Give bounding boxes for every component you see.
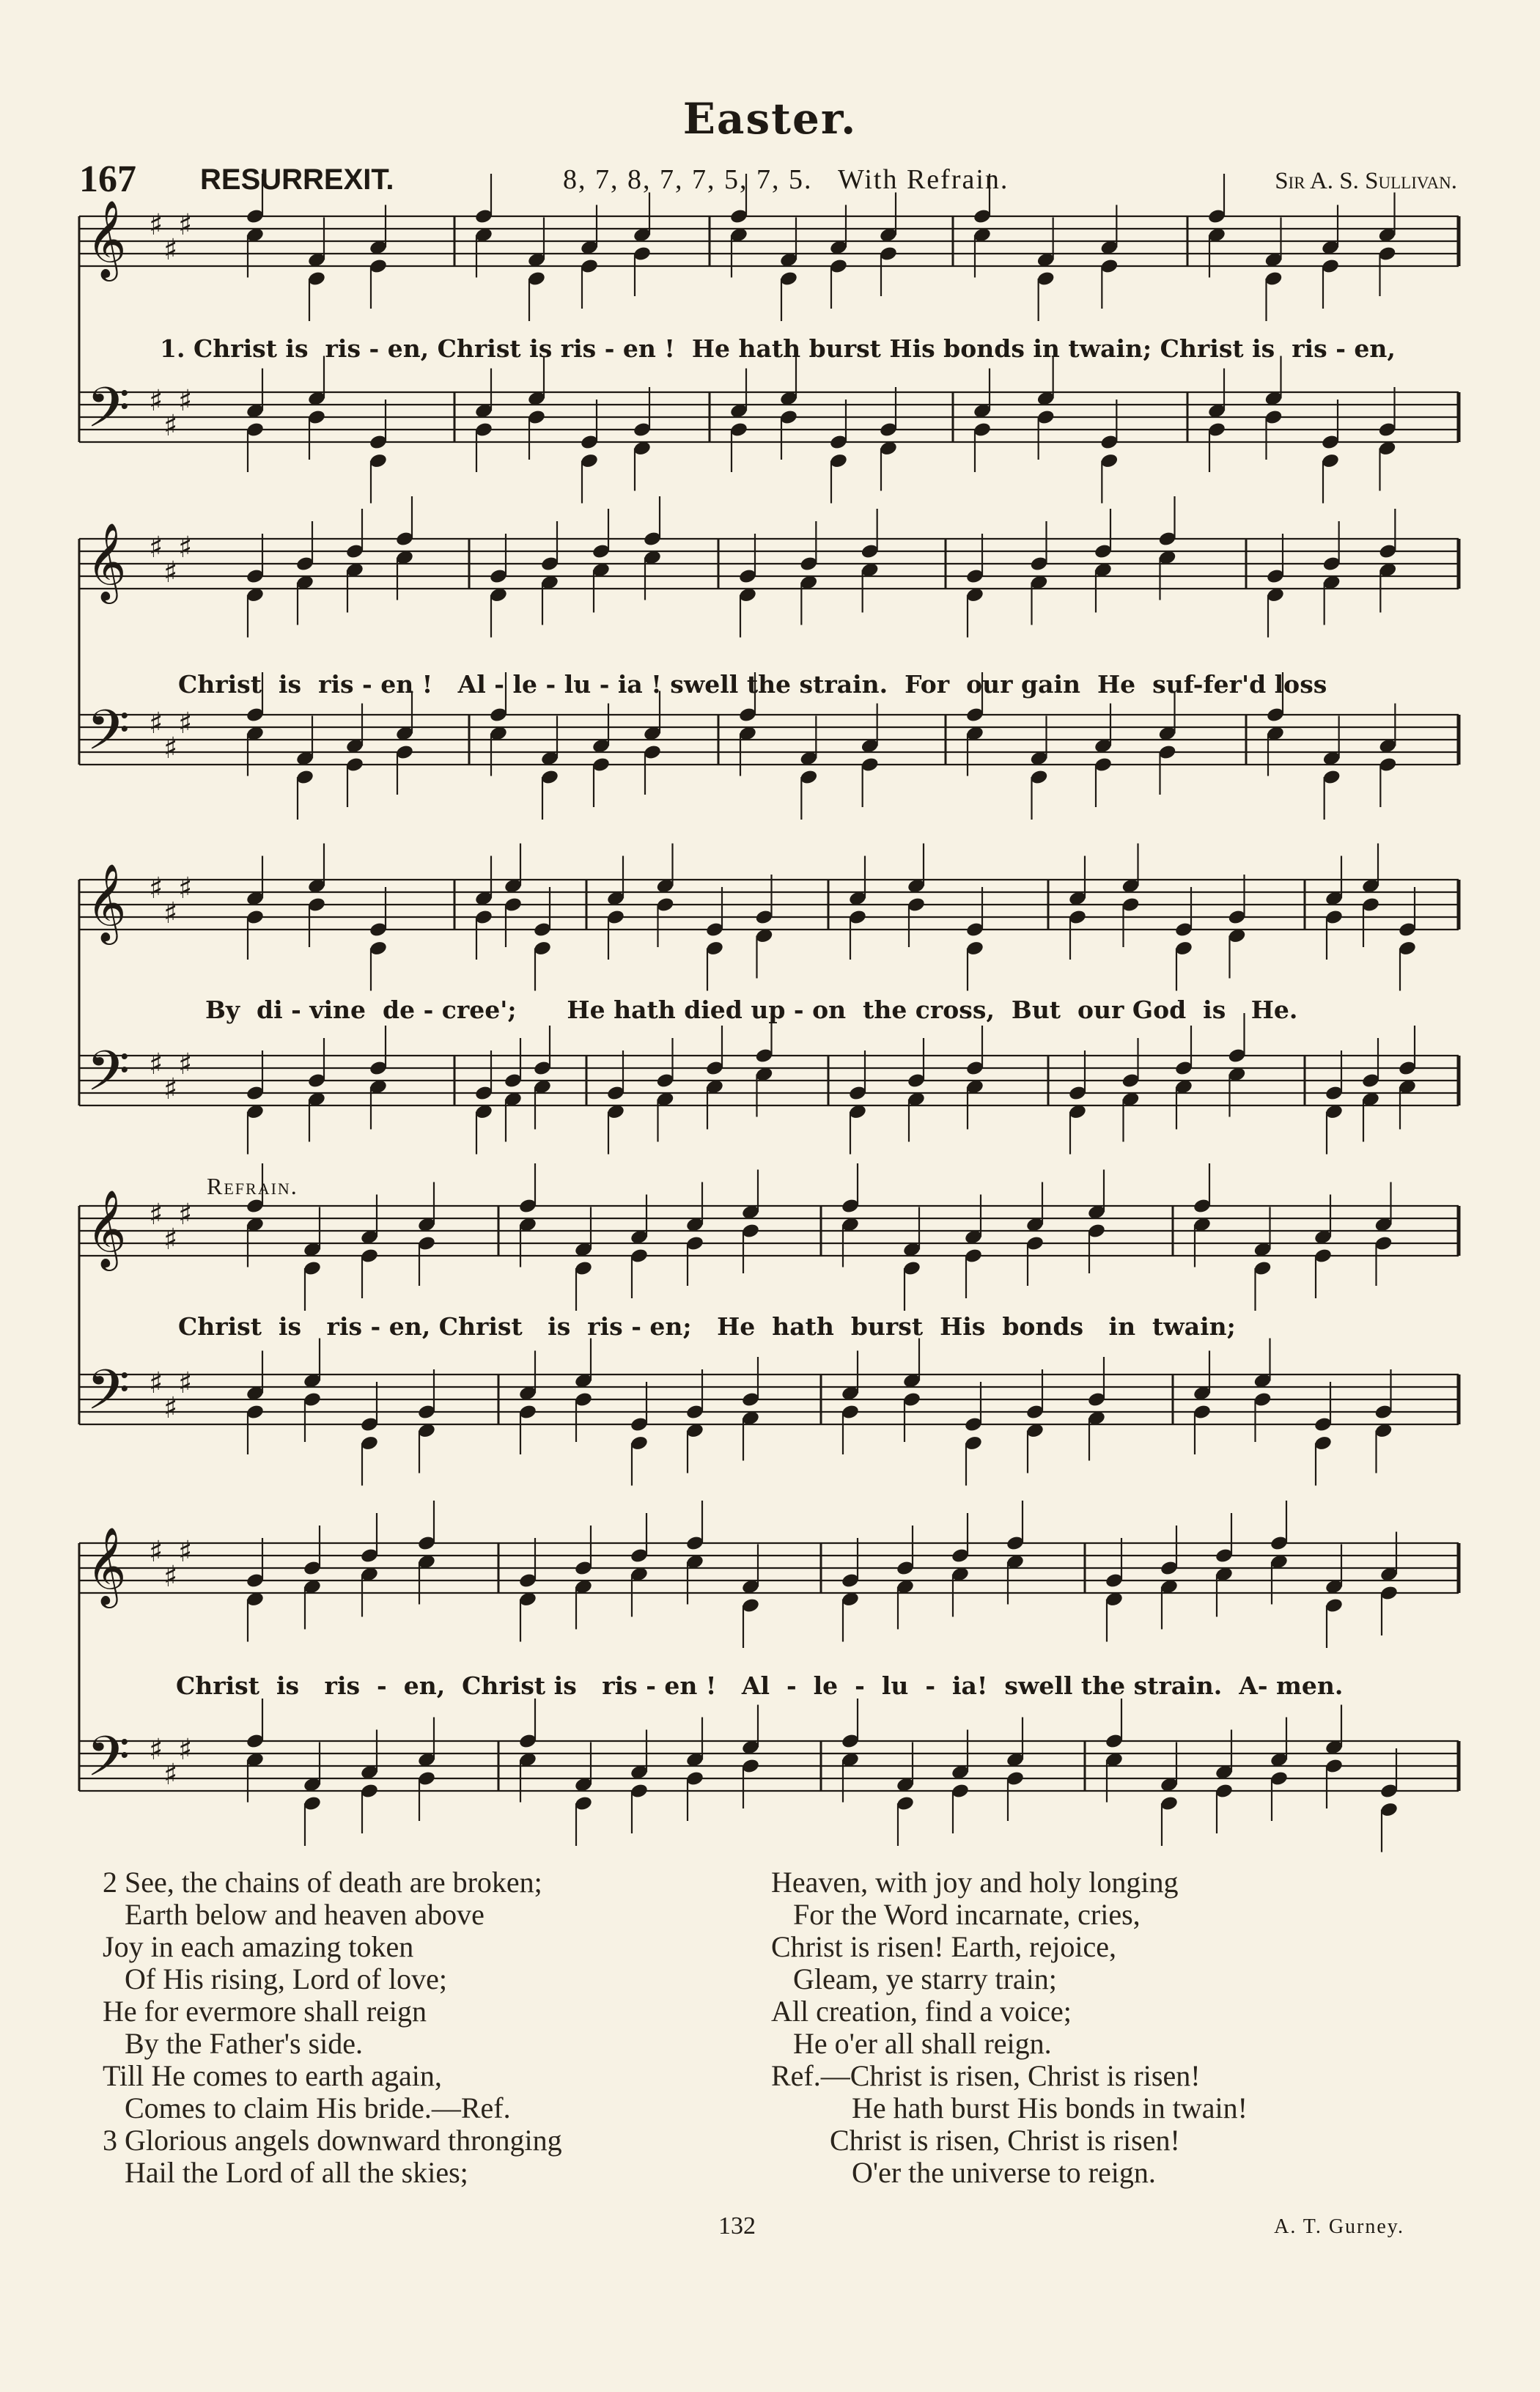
lyric-line-2: Christ is ris - en ! Al - le - lu - ia ! swell the strain. For our gain He suf-fer'd loss [178,670,1327,699]
sharp-sign: ♯ [178,1198,193,1232]
lyric-line-4: Christ is ris - en, Christ is ris - en; He hath burst His bonds in twain; [178,1312,1236,1341]
verse-line: Christ is risen! Earth, rejoice, [771,1930,1116,1963]
verse-line: All creation, find a voice; [771,1995,1072,2028]
verse-line: O'er the universe to reign. [771,2156,1156,2189]
sharp-sign: ♯ [149,531,163,564]
treble-clef: 𝄞 [86,1526,127,1605]
sharp-sign: ♯ [178,872,193,905]
sharp-sign: ♯ [149,1366,163,1400]
bass-clef: 𝄢 [86,1724,130,1803]
sharp-sign: ♯ [163,409,178,443]
verses-left [103,1866,562,2189]
section-title: Easter. [682,94,858,144]
verse-line: Ref.—Christ is risen, Christ is risen! [771,2059,1201,2092]
sharp-sign: ♯ [149,1198,163,1232]
lyric-line-3: By di - vine de - cree'; He hath died up - on the cross, But our God is He. [205,996,1298,1024]
sharp-sign: ♯ [163,556,178,589]
sharp-sign: ♯ [163,1391,178,1425]
verse-line: He for evermore shall reign [103,1995,427,2028]
sharp-sign: ♯ [149,1535,163,1569]
sharp-sign: ♯ [149,1733,163,1767]
sharp-sign: ♯ [163,1223,178,1256]
sharp-sign: ♯ [163,1560,178,1594]
treble-clef: 𝄞 [86,863,127,941]
sharp-sign: ♯ [149,1048,163,1081]
verse-line: Gleam, ye starry train; [771,1962,1057,1995]
verse-line: He hath burst His bonds in twain! [771,2091,1248,2124]
verse-line: Christ is risen, Christ is risen! [771,2124,1180,2157]
sharp-sign: ♯ [178,707,193,740]
hymn-number: 167 [79,158,136,200]
verse-line: Of His rising, Lord of love; [103,1962,447,1995]
sharp-sign: ♯ [163,897,178,930]
sharp-sign: ♯ [149,208,163,242]
bass-clef: 𝄢 [86,375,130,454]
sharp-sign: ♯ [178,1048,193,1081]
verse-line: For the Word incarnate, cries, [771,1898,1141,1931]
treble-clef: 𝄞 [86,1189,127,1267]
refrain-label: Refrain. [207,1173,298,1199]
refrain-note: With Refrain. [838,164,1009,195]
sharp-sign: ♯ [178,1733,193,1767]
verse-line: Till He comes to earth again, [103,2059,442,2092]
verse-line: 2 See, the chains of death are broken; [103,1866,542,1899]
verse-line: He o'er all shall reign. [771,2027,1052,2060]
verse-line: Joy in each amazing token [103,1930,414,1963]
sharp-sign: ♯ [163,233,178,267]
sharp-sign: ♯ [178,531,193,564]
verse-line: By the Father's side. [103,2027,363,2060]
author: A. T. Gurney. [1274,2215,1404,2238]
sharp-sign: ♯ [178,1366,193,1400]
sharp-sign: ♯ [178,384,193,418]
treble-clef: 𝄞 [86,522,127,600]
lyric-line-1: 1. Christ is ris - en, Christ is ris - en ! He hath burst His bonds in twain; Christ is ris - en, [160,334,1396,363]
sharp-sign: ♯ [149,872,163,905]
sharp-sign: ♯ [163,1072,178,1106]
meter: 8, 7, 8, 7, 7, 5, 7, 5. With Refrain. [563,164,1009,195]
verse-line: Heaven, with joy and holy longing [771,1866,1179,1899]
sharp-sign: ♯ [178,1535,193,1569]
sharp-sign: ♯ [163,732,178,765]
sharp-sign: ♯ [149,707,163,740]
sharp-sign: ♯ [149,384,163,418]
page-number: 132 [718,2212,756,2240]
sharp-sign: ♯ [178,208,193,242]
verse-line: Earth below and heaven above [103,1898,485,1931]
lyric-line-5: Christ is ris - en, Christ is ris - en ! Al - le - lu - ia! swell the strain. A- men. [176,1671,1344,1700]
bass-clef: 𝄢 [86,1039,130,1117]
composer: Sir A. S. Sullivan. [1275,168,1457,194]
sharp-sign: ♯ [163,1758,178,1792]
treble-clef: 𝄞 [86,199,127,278]
bass-clef: 𝄢 [86,698,130,776]
verses-right [771,1866,1248,2189]
verse-line: 3 Glorious angels downward thronging [103,2124,562,2157]
tune-name: RESURREXIT. [200,163,394,196]
verse-line: Hail the Lord of all the skies; [103,2156,468,2189]
bass-clef: 𝄢 [86,1358,130,1436]
verse-line: Comes to claim His bride.—Ref. [103,2091,511,2124]
